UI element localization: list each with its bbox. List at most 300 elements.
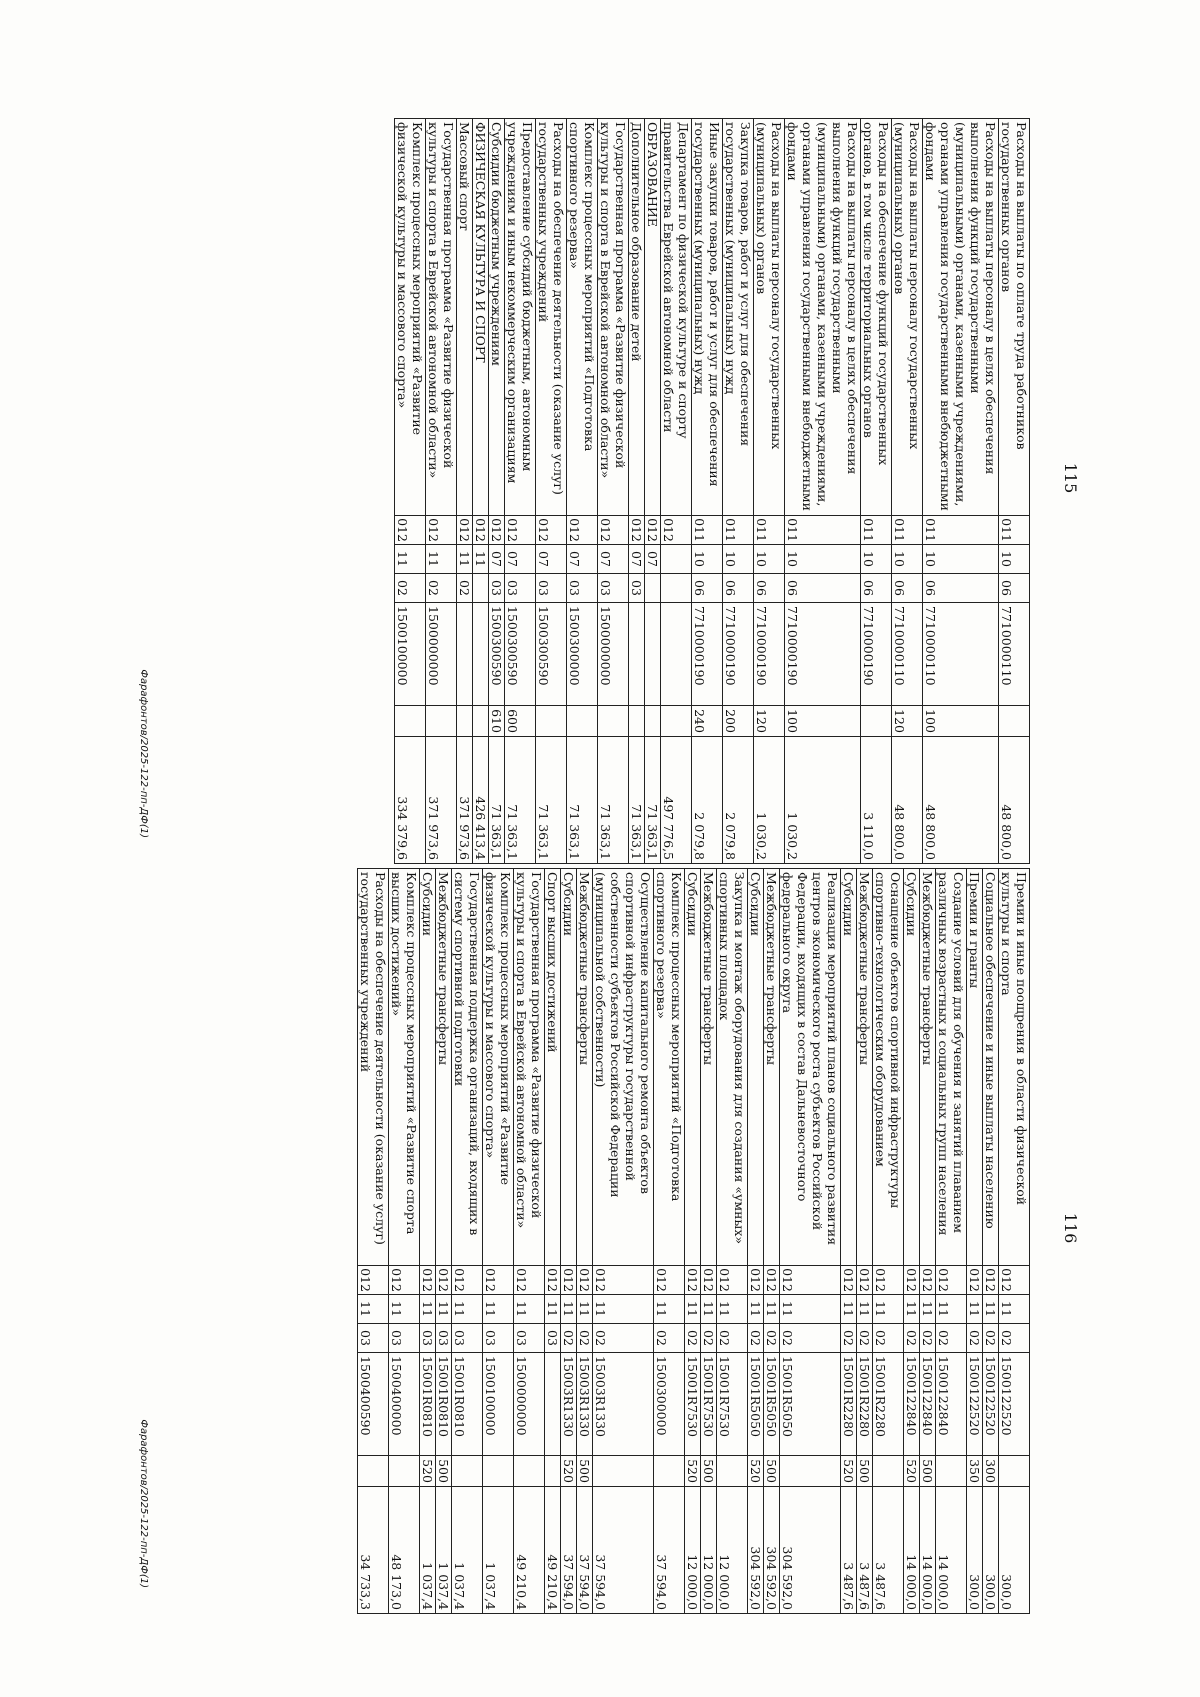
table-row — [645, 119, 661, 864]
rz-cell: 10 — [923, 545, 999, 574]
table-row — [545, 869, 561, 1614]
cs-cell — [645, 603, 661, 706]
cs-cell: 1500400590 — [358, 1353, 389, 1456]
vr-cell — [536, 706, 567, 737]
grbs-cell: 011 — [754, 516, 785, 545]
row-name-cell: Создание условий для обучения и занятий плаванием различных возрастных и социальных групп населения — [936, 869, 967, 1266]
sum-cell: 71 363,1 — [629, 737, 645, 864]
cs-cell: 1500100000 — [483, 1353, 514, 1456]
pr-cell: 03 — [536, 574, 567, 603]
row-name-cell: Субсидии — [420, 869, 436, 1266]
row-name-cell: Комплекс процессных мероприятий «Развитие спорта высших достижений» — [389, 869, 420, 1266]
pr-cell: 06 — [999, 574, 1030, 603]
table-row — [717, 869, 748, 1614]
rz-cell: 07 — [536, 545, 567, 574]
rz-cell: 11 — [473, 545, 489, 574]
table-row — [654, 869, 685, 1614]
rz-cell: 11 — [457, 545, 473, 574]
rz-cell: 07 — [645, 545, 661, 574]
vr-cell — [593, 1456, 654, 1487]
vr-cell — [457, 706, 473, 737]
row-name-cell: Межбюджетные трансферты — [920, 869, 936, 1266]
grbs-cell: 012 — [999, 1266, 1030, 1295]
vr-cell — [426, 706, 457, 737]
pr-cell: 03 — [452, 1324, 483, 1353]
rz-cell: 10 — [692, 545, 723, 574]
row-name-cell: Субсидии бюджетным учреждениям — [489, 119, 505, 516]
cs-cell — [473, 603, 489, 706]
cs-cell: 15003R1330 — [561, 1353, 577, 1456]
row-name-cell: Расходы на выплаты персоналу в целях обеспечения выполнения функций государственными (муниципальными) органами, казенными учреждениями, органами управления государственными внебюджетными фондами — [923, 119, 999, 516]
grbs-cell: 011 — [999, 516, 1030, 545]
vr-cell: 500 — [577, 1456, 593, 1487]
cs-cell: 1500000000 — [598, 603, 629, 706]
table-row — [701, 869, 717, 1614]
grbs-cell: 011 — [692, 516, 723, 545]
table-row — [661, 119, 692, 864]
grbs-cell: 012 — [436, 1266, 452, 1295]
row-name-cell: Закупка товаров, работ и услуг для обеспечения государственных (муниципальных) нужд — [723, 119, 754, 516]
pr-cell: 02 — [593, 1324, 654, 1353]
vr-cell — [395, 706, 426, 737]
rz-cell: 11 — [967, 1295, 983, 1324]
vr-cell: 520 — [420, 1456, 436, 1487]
cs-cell: 1500122520 — [983, 1353, 999, 1456]
rz-cell: 11 — [983, 1295, 999, 1324]
rz-cell: 11 — [452, 1295, 483, 1324]
vr-cell — [999, 706, 1030, 737]
rz-cell: 11 — [748, 1295, 764, 1324]
rz-cell: 10 — [754, 545, 785, 574]
cs-cell: 1500300000 — [567, 603, 598, 706]
table-row — [457, 119, 473, 864]
page-116 — [138, 868, 1080, 1610]
pr-cell: 03 — [567, 574, 598, 603]
rz-cell: 11 — [593, 1295, 654, 1324]
row-name-cell: Комплекс процессных мероприятий «Подготовка спортивного резерва» — [654, 869, 685, 1266]
sum-cell: 49 210,4 — [514, 1487, 545, 1614]
table-row — [685, 869, 701, 1614]
row-name-cell: Комплекс процессных мероприятий «Развитие физической культуры и массового спорта» — [395, 119, 426, 516]
vr-cell — [861, 706, 892, 737]
rz-cell: 11 — [857, 1295, 873, 1324]
row-name-cell: Иные закупки товаров, работ и услуг для обеспечения государственных (муниципальных) нужд — [692, 119, 723, 516]
vr-cell: 610 — [489, 706, 505, 737]
sum-cell: 3 487,6 — [873, 1487, 904, 1614]
row-name-cell: Расходы на обеспечение деятельности (оказание услуг) государственных учреждений — [358, 869, 389, 1266]
rz-cell: 07 — [489, 545, 505, 574]
grbs-cell: 012 — [598, 516, 629, 545]
row-name-cell: Департамент по физической культуре и спорту правительства Еврейской автономной области — [661, 119, 692, 516]
vr-cell: 500 — [857, 1456, 873, 1487]
sum-cell: 1 037,4 — [452, 1487, 483, 1614]
row-name-cell: Государственная программа «Развитие физической культуры и спорта в Еврейской автономной области» — [514, 869, 545, 1266]
grbs-cell: 011 — [785, 516, 861, 545]
pr-cell: 06 — [692, 574, 723, 603]
pr-cell: 02 — [780, 1324, 841, 1353]
sum-cell: 1 030,2 — [754, 737, 785, 864]
cs-cell: 15001R5050 — [748, 1353, 764, 1456]
rz-cell: 11 — [483, 1295, 514, 1324]
grbs-cell: 011 — [892, 516, 923, 545]
cs-cell: 15001R0810 — [436, 1353, 452, 1456]
row-name-cell: Государственная программа «Развитие физической культуры и спорта в Еврейской автономной области» — [598, 119, 629, 516]
table-row — [358, 869, 389, 1614]
grbs-cell: 012 — [685, 1266, 701, 1295]
cs-cell: 15001R7530 — [685, 1353, 701, 1456]
row-name-cell: Спорт высших достижений — [545, 869, 561, 1266]
pr-cell: 02 — [701, 1324, 717, 1353]
cs-cell: 15001R2280 — [841, 1353, 857, 1456]
pr-cell: 02 — [936, 1324, 967, 1353]
table-row — [764, 869, 780, 1614]
rz-cell: 10 — [785, 545, 861, 574]
rz-cell: 11 — [654, 1295, 685, 1324]
grbs-cell: 011 — [861, 516, 892, 545]
grbs-cell: 012 — [857, 1266, 873, 1295]
grbs-cell: 012 — [395, 516, 426, 545]
vr-cell — [389, 1456, 420, 1487]
sum-cell: 371 973,6 — [426, 737, 457, 864]
sum-cell: 426 413,4 — [473, 737, 489, 864]
sum-cell: 300,0 — [983, 1487, 999, 1614]
pr-cell: 03 — [389, 1324, 420, 1353]
row-name-cell: Массовый спорт — [457, 119, 473, 516]
rz-cell: 10 — [723, 545, 754, 574]
row-name-cell: Расходы на выплаты персоналу государственных (муниципальных) органов — [892, 119, 923, 516]
pr-cell: 02 — [685, 1324, 701, 1353]
grbs-cell: 012 — [426, 516, 457, 545]
grbs-cell: 012 — [841, 1266, 857, 1295]
sum-cell: 34 733,3 — [358, 1487, 389, 1614]
grbs-cell: 012 — [561, 1266, 577, 1295]
rotated-page-spread — [100, 68, 1100, 1628]
row-name-cell: Межбюджетные трансферты — [436, 869, 452, 1266]
sum-cell: 300,0 — [999, 1487, 1030, 1614]
vr-cell: 520 — [748, 1456, 764, 1487]
table-row — [426, 119, 457, 864]
sum-cell: 304 592,0 — [764, 1487, 780, 1614]
row-name-cell: ФИЗИЧЕСКАЯ КУЛЬТУРА И СПОРТ — [473, 119, 489, 516]
cs-cell: 1500122840 — [904, 1353, 920, 1456]
rz-cell: 07 — [567, 545, 598, 574]
pr-cell: 03 — [514, 1324, 545, 1353]
table-row — [923, 119, 999, 864]
sum-cell: 48 173,0 — [389, 1487, 420, 1614]
row-name-cell: Социальное обеспечение и иные выплаты населению — [983, 869, 999, 1266]
rz-cell: 11 — [999, 1295, 1030, 1324]
grbs-cell: 012 — [904, 1266, 920, 1295]
vr-cell: 520 — [841, 1456, 857, 1487]
cs-cell: 1500300590 — [505, 603, 536, 706]
pr-cell: 02 — [857, 1324, 873, 1353]
cs-cell: 7710000190 — [692, 603, 723, 706]
cs-cell — [545, 1353, 561, 1456]
cs-cell: 7710000110 — [999, 603, 1030, 706]
sum-cell: 37 594,0 — [654, 1487, 685, 1614]
vr-cell: 240 — [692, 706, 723, 737]
vr-cell: 520 — [561, 1456, 577, 1487]
cs-cell: 1500400000 — [389, 1353, 420, 1456]
pr-cell: 02 — [983, 1324, 999, 1353]
table-row — [841, 869, 857, 1614]
row-name-cell: Расходы на выплаты персоналу государственных (муниципальных) органов — [754, 119, 785, 516]
table-row — [395, 119, 426, 864]
pr-cell: 06 — [754, 574, 785, 603]
grbs-cell: 012 — [764, 1266, 780, 1295]
rz-cell: 11 — [395, 545, 426, 574]
pr-cell: 02 — [904, 1324, 920, 1353]
table-row — [505, 119, 536, 864]
sum-cell: 48 800,0 — [892, 737, 923, 864]
sum-cell: 12 000,0 — [685, 1487, 701, 1614]
cs-cell: 15001R0810 — [452, 1353, 483, 1456]
pr-cell: 02 — [395, 574, 426, 603]
vr-cell: 300 — [983, 1456, 999, 1487]
sum-cell: 71 363,1 — [505, 737, 536, 864]
vr-cell: 500 — [436, 1456, 452, 1487]
sum-cell: 71 363,1 — [567, 737, 598, 864]
vr-cell — [717, 1456, 748, 1487]
sum-cell: 71 363,1 — [645, 737, 661, 864]
row-name-cell: ОБРАЗОВАНИЕ — [645, 119, 661, 516]
grbs-cell: 012 — [593, 1266, 654, 1295]
cs-cell: 15001R5050 — [764, 1353, 780, 1456]
pr-cell: 06 — [892, 574, 923, 603]
sum-cell: 497 776,5 — [661, 737, 692, 864]
cs-cell: 1500300590 — [489, 603, 505, 706]
cs-cell: 15001R5050 — [780, 1353, 841, 1456]
pr-cell: 03 — [483, 1324, 514, 1353]
cs-cell: 7710000190 — [785, 603, 861, 706]
row-name-cell: Закупка и монтаж оборудования для создания «умных» спортивных площадок — [717, 869, 748, 1266]
cs-cell: 1500122520 — [999, 1353, 1030, 1456]
pr-cell: 06 — [785, 574, 861, 603]
rz-cell: 10 — [999, 545, 1030, 574]
table-row — [873, 869, 904, 1614]
grbs-cell: 012 — [717, 1266, 748, 1295]
pr-cell: 02 — [748, 1324, 764, 1353]
rz-cell: 11 — [358, 1295, 389, 1324]
rz-cell: 11 — [873, 1295, 904, 1324]
row-name-cell: Расходы на выплаты по оплате труда работников государственных органов — [999, 119, 1030, 516]
table-row — [904, 869, 920, 1614]
vr-cell: 500 — [920, 1456, 936, 1487]
cs-cell: 7710000110 — [892, 603, 923, 706]
cs-cell: 15003R1330 — [593, 1353, 654, 1456]
row-name-cell: Государственная поддержка организаций, входящих в систему спортивной подготовки — [452, 869, 483, 1266]
row-name-cell: Государственная программа «Развитие физической культуры и спорта в Еврейской автономной области» — [426, 119, 457, 516]
rz-cell: 11 — [920, 1295, 936, 1324]
page-115 — [138, 118, 1080, 860]
vr-cell: 100 — [785, 706, 861, 737]
row-name-cell: Расходы на выплаты персоналу в целях обеспечения выполнения функций государственными (муниципальными) органами, казенными учреждениями, органами управления государственными внебюджетными фондами — [785, 119, 861, 516]
page-footer: Фарафонтов/2025-122-пп-ДФ(1) — [138, 1419, 149, 1588]
sum-cell: 3 110,0 — [861, 737, 892, 864]
row-name-cell: Комплекс процессных мероприятий «Подготовка спортивного резерва» — [567, 119, 598, 516]
sum-cell: 71 363,1 — [489, 737, 505, 864]
table-row — [723, 119, 754, 864]
grbs-cell: 012 — [936, 1266, 967, 1295]
table-row — [567, 119, 598, 864]
sum-cell: 71 363,1 — [536, 737, 567, 864]
pr-cell: 03 — [489, 574, 505, 603]
row-name-cell: Премии и иные поощрения в области физической культуры и спорта — [999, 869, 1030, 1266]
row-name-cell: Премии и гранты — [967, 869, 983, 1266]
budget-table — [394, 118, 1030, 864]
table-row — [780, 869, 841, 1614]
cs-cell: 15001R7530 — [701, 1353, 717, 1456]
cs-cell: 1500122840 — [920, 1353, 936, 1456]
sum-cell: 14 000,0 — [936, 1487, 967, 1614]
table-row — [483, 869, 514, 1614]
cs-cell: 7710000190 — [754, 603, 785, 706]
table-row — [489, 119, 505, 864]
rz-cell: 11 — [764, 1295, 780, 1324]
table-row — [436, 869, 452, 1614]
sum-cell: 1 037,4 — [436, 1487, 452, 1614]
sum-cell: 48 800,0 — [923, 737, 999, 864]
table-row — [514, 869, 545, 1614]
row-name-cell: Субсидии — [748, 869, 764, 1266]
row-name-cell: Субсидии — [904, 869, 920, 1266]
grbs-cell: 011 — [923, 516, 999, 545]
page-number: 116 — [1061, 1212, 1080, 1244]
page-footer: Фарафонтов/2025-122-пп-ДФ(1) — [138, 669, 149, 838]
row-name-cell: Дополнительное образование детей — [629, 119, 645, 516]
rz-cell: 10 — [892, 545, 923, 574]
grbs-cell: 012 — [920, 1266, 936, 1295]
table-row — [692, 119, 723, 864]
pr-cell: 02 — [967, 1324, 983, 1353]
pr-cell: 02 — [999, 1324, 1030, 1353]
row-name-cell: Межбюджетные трансферты — [701, 869, 717, 1266]
pr-cell: 02 — [841, 1324, 857, 1353]
vr-cell: 120 — [754, 706, 785, 737]
sum-cell: 2 079,8 — [723, 737, 754, 864]
grbs-cell: 012 — [748, 1266, 764, 1295]
sum-cell: 304 592,0 — [748, 1487, 764, 1614]
sum-cell: 371 973,6 — [457, 737, 473, 864]
vr-cell — [545, 1456, 561, 1487]
cs-cell: 7710000190 — [723, 603, 754, 706]
cs-cell: 7710000110 — [923, 603, 999, 706]
rz-cell: 11 — [561, 1295, 577, 1324]
grbs-cell: 012 — [489, 516, 505, 545]
rz-cell: 11 — [685, 1295, 701, 1324]
table-row — [999, 869, 1030, 1614]
cs-cell: 15001R0810 — [420, 1353, 436, 1456]
vr-cell — [661, 706, 692, 737]
table-row — [561, 869, 577, 1614]
sum-cell: 3 487,6 — [841, 1487, 857, 1614]
vr-cell — [873, 1456, 904, 1487]
grbs-cell: 012 — [654, 1266, 685, 1295]
cs-cell: 15001R7530 — [717, 1353, 748, 1456]
pr-cell: 02 — [561, 1324, 577, 1353]
grbs-cell: 012 — [457, 516, 473, 545]
sum-cell: 14 000,0 — [904, 1487, 920, 1614]
pr-cell: 03 — [629, 574, 645, 603]
vr-cell: 120 — [892, 706, 923, 737]
grbs-cell: 012 — [701, 1266, 717, 1295]
sum-cell: 71 363,1 — [598, 737, 629, 864]
table-row — [920, 869, 936, 1614]
cs-cell — [629, 603, 645, 706]
table-row — [598, 119, 629, 864]
sum-cell: 300,0 — [967, 1487, 983, 1614]
grbs-cell: 012 — [629, 516, 645, 545]
grbs-cell: 012 — [473, 516, 489, 545]
grbs-cell: 012 — [577, 1266, 593, 1295]
budget-table-body — [395, 119, 1030, 864]
grbs-cell: 012 — [661, 516, 692, 545]
rz-cell: 11 — [717, 1295, 748, 1324]
rz-cell: 11 — [904, 1295, 920, 1324]
row-name-cell: Расходы на обеспечение деятельности (оказание услуг) государственных учреждений — [536, 119, 567, 516]
pr-cell: 03 — [420, 1324, 436, 1353]
row-name-cell: Реализация мероприятий планов социального развития центров экономического роста субъектов Российской Федерации, входящих в состав Дальневосточного федерального округа — [780, 869, 841, 1266]
pr-cell: 02 — [577, 1324, 593, 1353]
rz-cell: 11 — [514, 1295, 545, 1324]
vr-cell: 350 — [967, 1456, 983, 1487]
vr-cell — [999, 1456, 1030, 1487]
pr-cell: 06 — [723, 574, 754, 603]
pr-cell — [661, 574, 692, 603]
table-row — [892, 119, 923, 864]
grbs-cell: 012 — [567, 516, 598, 545]
grbs-cell: 012 — [483, 1266, 514, 1295]
sum-cell: 12 000,0 — [701, 1487, 717, 1614]
table-row — [748, 869, 764, 1614]
row-name-cell: Комплекс процессных мероприятий «Развитие физической культуры и массового спорта» — [483, 869, 514, 1266]
cs-cell: 1500122520 — [967, 1353, 983, 1456]
cs-cell: 1500300000 — [654, 1353, 685, 1456]
sum-cell: 12 000,0 — [717, 1487, 748, 1614]
vr-cell: 100 — [923, 706, 999, 737]
grbs-cell: 012 — [452, 1266, 483, 1295]
rz-cell: 10 — [861, 545, 892, 574]
grbs-cell: 012 — [514, 1266, 545, 1295]
pr-cell: 02 — [920, 1324, 936, 1353]
grbs-cell: 012 — [358, 1266, 389, 1295]
sum-cell: 49 210,4 — [545, 1487, 561, 1614]
vr-cell — [358, 1456, 389, 1487]
grbs-cell: 012 — [780, 1266, 841, 1295]
cs-cell: 15001R2280 — [857, 1353, 873, 1456]
table-row — [473, 119, 489, 864]
vr-cell: 520 — [685, 1456, 701, 1487]
pr-cell: 06 — [861, 574, 892, 603]
sum-cell: 37 594,0 — [561, 1487, 577, 1614]
table-row — [983, 869, 999, 1614]
pr-cell: 03 — [358, 1324, 389, 1353]
grbs-cell: 012 — [545, 1266, 561, 1295]
table-row — [389, 869, 420, 1614]
vr-cell: 500 — [764, 1456, 780, 1487]
grbs-cell: 012 — [505, 516, 536, 545]
pr-cell: 03 — [598, 574, 629, 603]
grbs-cell: 012 — [983, 1266, 999, 1295]
row-name-cell: Межбюджетные трансферты — [764, 869, 780, 1266]
cs-cell: 15003R1330 — [577, 1353, 593, 1456]
rz-cell: 11 — [577, 1295, 593, 1324]
vr-cell — [567, 706, 598, 737]
vr-cell — [483, 1456, 514, 1487]
sum-cell: 37 594,0 — [577, 1487, 593, 1614]
sum-cell: 14 000,0 — [920, 1487, 936, 1614]
vr-cell — [645, 706, 661, 737]
